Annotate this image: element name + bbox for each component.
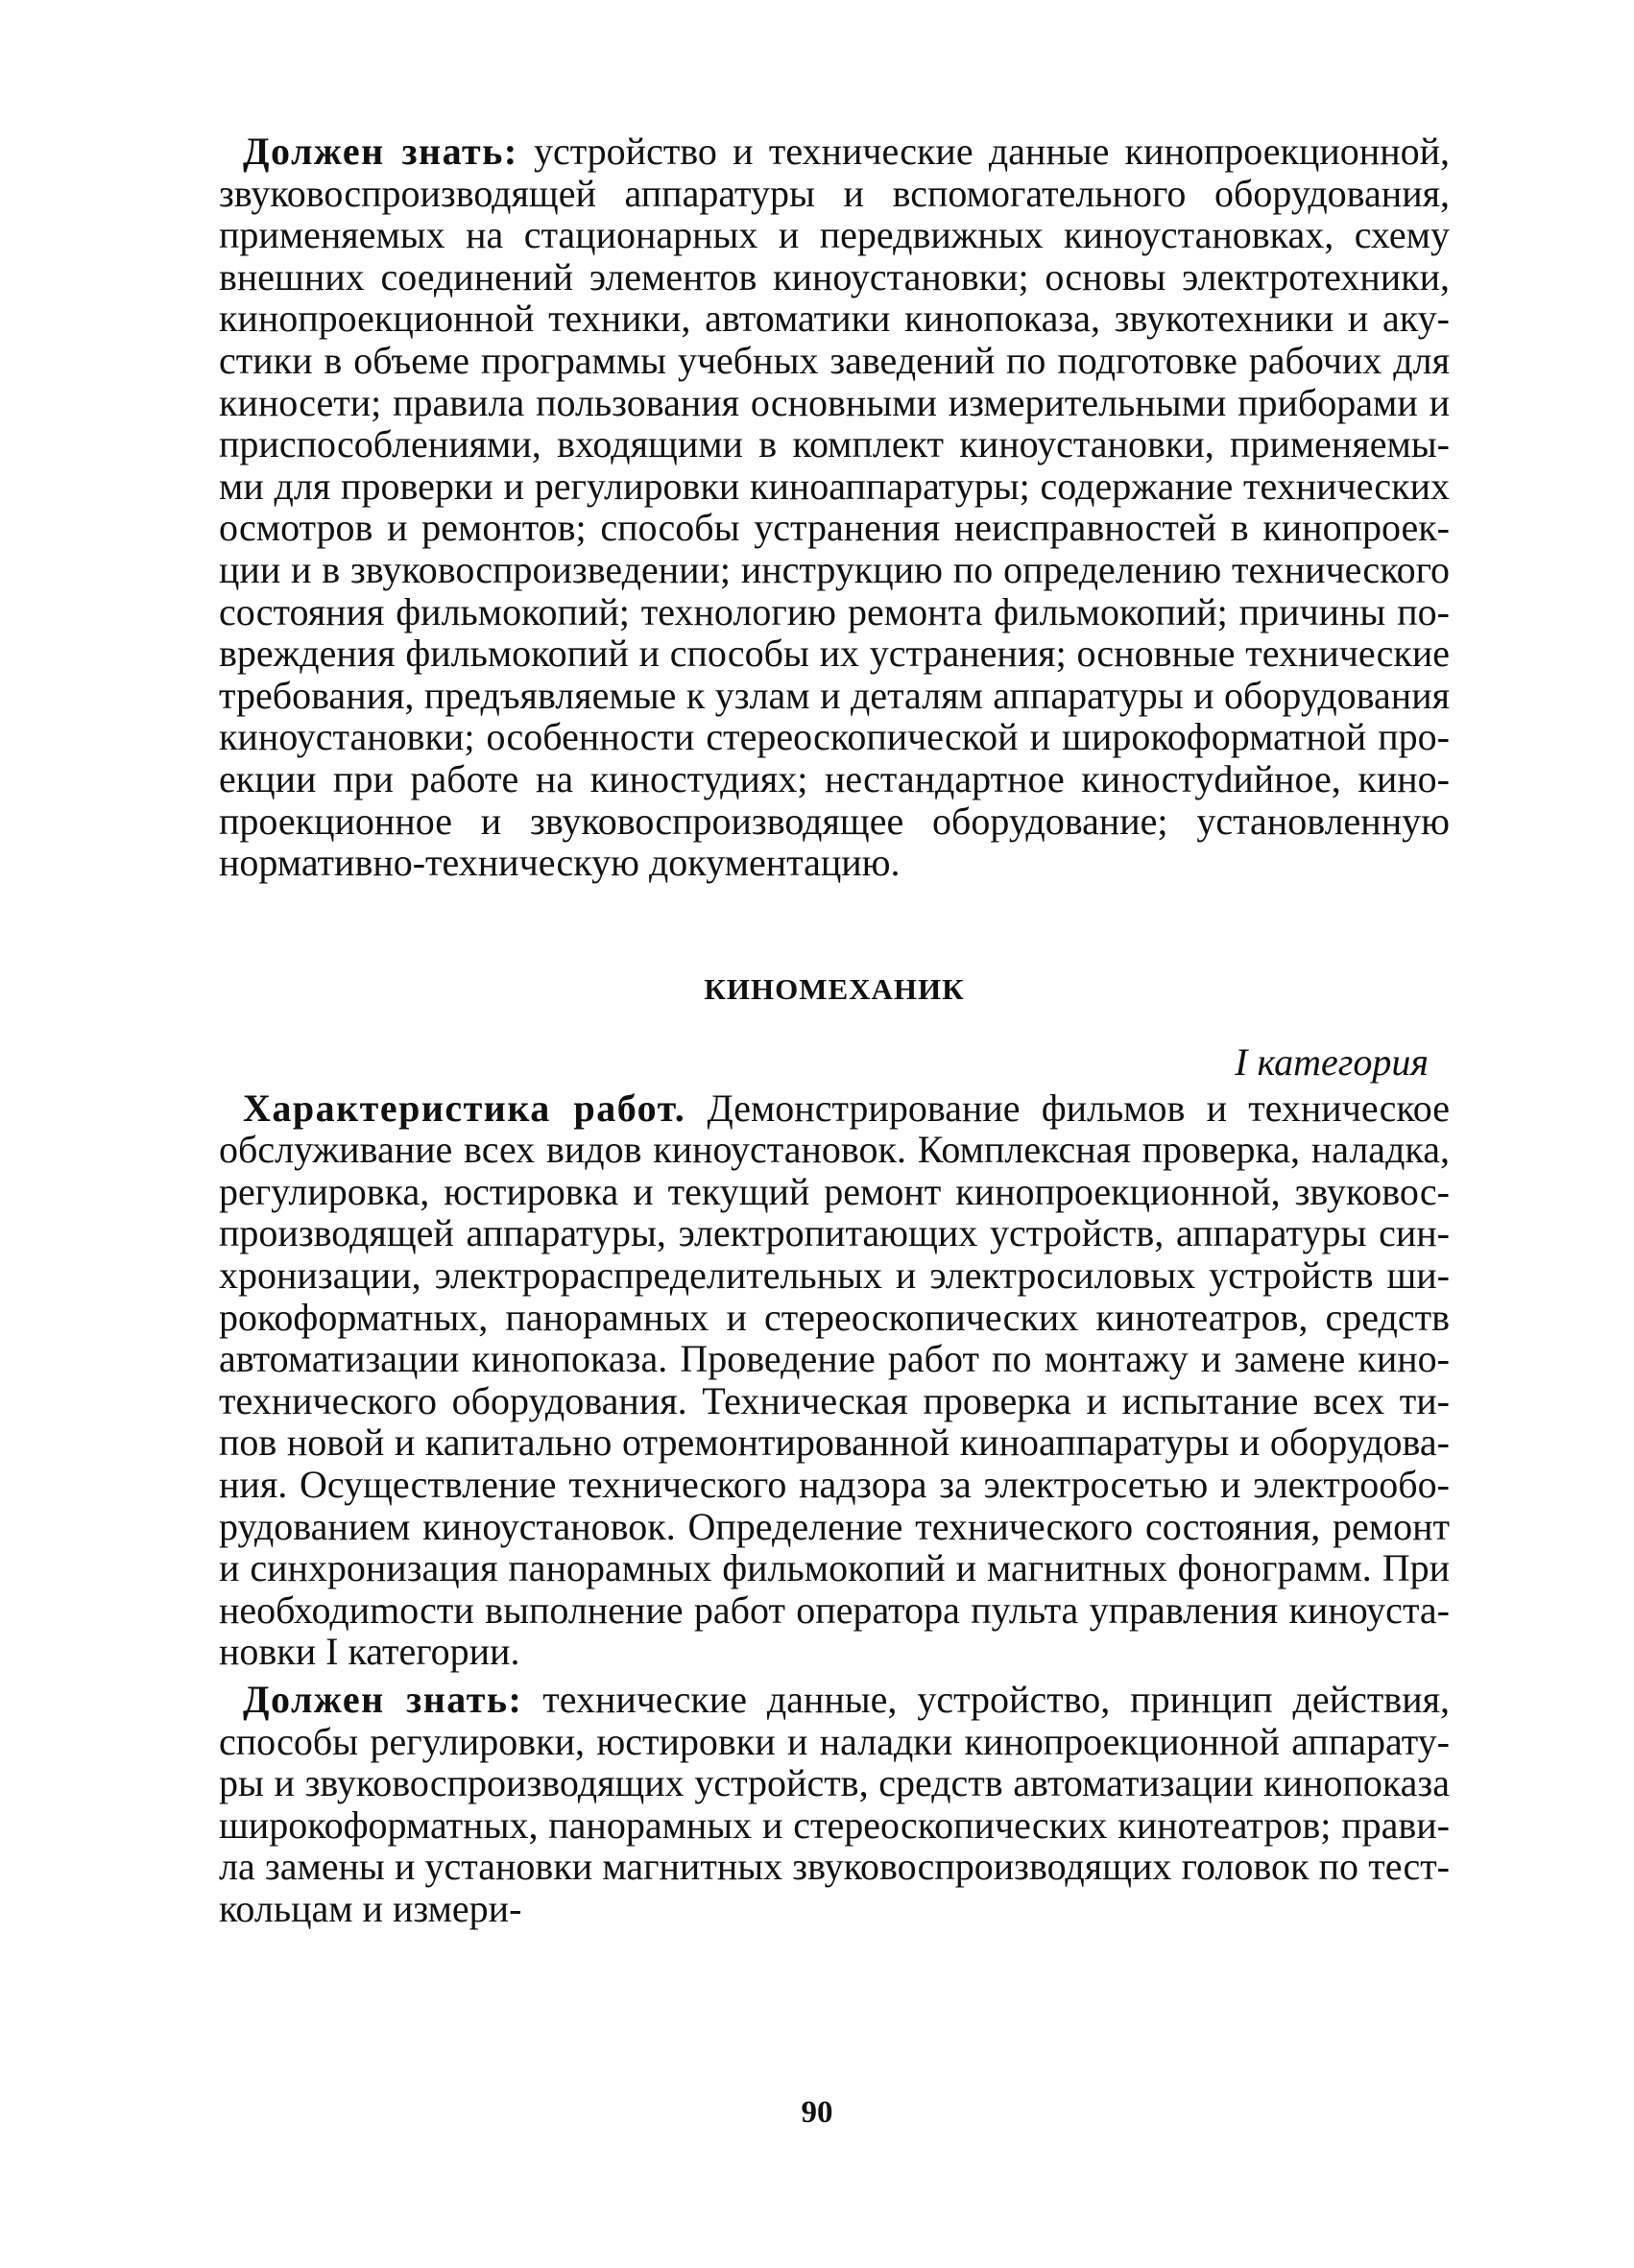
work-characteristics-lead: Характеристика работ.: [243, 1086, 686, 1130]
required-knowledge-text-1: устройство и технические данные кинопроекционной, звуковоспроизводящей аппаратуры и вспомогательного оборудования, применяемых на стационарных и передвижных киноустановках, схему внешних соединений элементов киноустановки; основы электротехники, кинопроекционной техники, автоматики кинопоказа, звукотехники и акустики в объеме программы учебных заведений по подготовке рабочих для киносети; правила пользования основными измерительными приборами и приспособлениями, входящими в комплект киноустановки, применяемыми для проверки и регулировки киноаппаратуры; содержание технических осмотров и ремонтов; способы устранения неисправностей в кинопроекции и в звуковоспроизведении; инструкцию по определению технического состояния фильмокопий; технологию ремонта фильмокопий; причины повреждения фильмокопий и способы их устранения; основные технические требования, предъявляемые к узлам и деталям аппаратуры и оборудования киноустановки; особенности стереоскопической и широкоформатной проекции при работе на киностудиях; нестандартное киностуdийное, кинопроекционное и звуковоспроизводящее оборудование; установленную нормативно-техническую документацию.: [219, 130, 1450, 885]
section-heading: КИНОМЕХАНИК: [704, 971, 965, 1006]
work-characteristics-text: Демонстрирование фильмов и техническое обслуживание всех видов киноустановок. Комплексная проверка, наладка, регулировка, юстировка и текущий ремонт кинопроекционной, звуковоспроизводящей аппаратуры, электропитающих устройств, аппаратуры синхронизации, электрораспределительных и электросиловых устройств широкоформатных, панорамных и стереоскопических кинотеатров, средств автоматизации кинопоказа. Проведение работ по монтажу и замене кинотехнического оборудования. Техническая проверка и испытание всех типов новой и капитально отремонтированной киноаппаратуры и оборудования. Осуществление технического надзора за электросетью и электрооборудованием киноустановок. Определение технического состояния, ремонт и синхронизация панорамных фильмокопий и магнитных фонограмм. При необходиmости выполнение работ оператора пульта управления киноустановки I категории.: [219, 1086, 1450, 1674]
page-number: 90: [801, 2095, 833, 2130]
required-knowledge-paragraph-1: [219, 131, 1450, 884]
page-content: [219, 131, 1450, 1930]
work-characteristics-paragraph: [219, 1087, 1450, 1673]
required-knowledge-paragraph-2: [219, 1679, 1450, 1930]
required-knowledge-lead-1: Должен знать:: [243, 130, 518, 173]
required-knowledge-lead-2: Должен знать:: [243, 1678, 523, 1721]
required-knowledge-text-2: технические данные, устройство, принцип действия, способы регулировки, юстировки и наладки кинопроекционной аппаратуры и звуковоспроизводящих устройств, средств автоматизации кинопоказа широкоформатных, панорамных и стереоскопических кинотеатров; правила замены и установки магнитных звуковоспроизводящих головок по тест-кольцам и измери-: [219, 1678, 1450, 1930]
category-label: I категория: [1235, 1039, 1429, 1084]
